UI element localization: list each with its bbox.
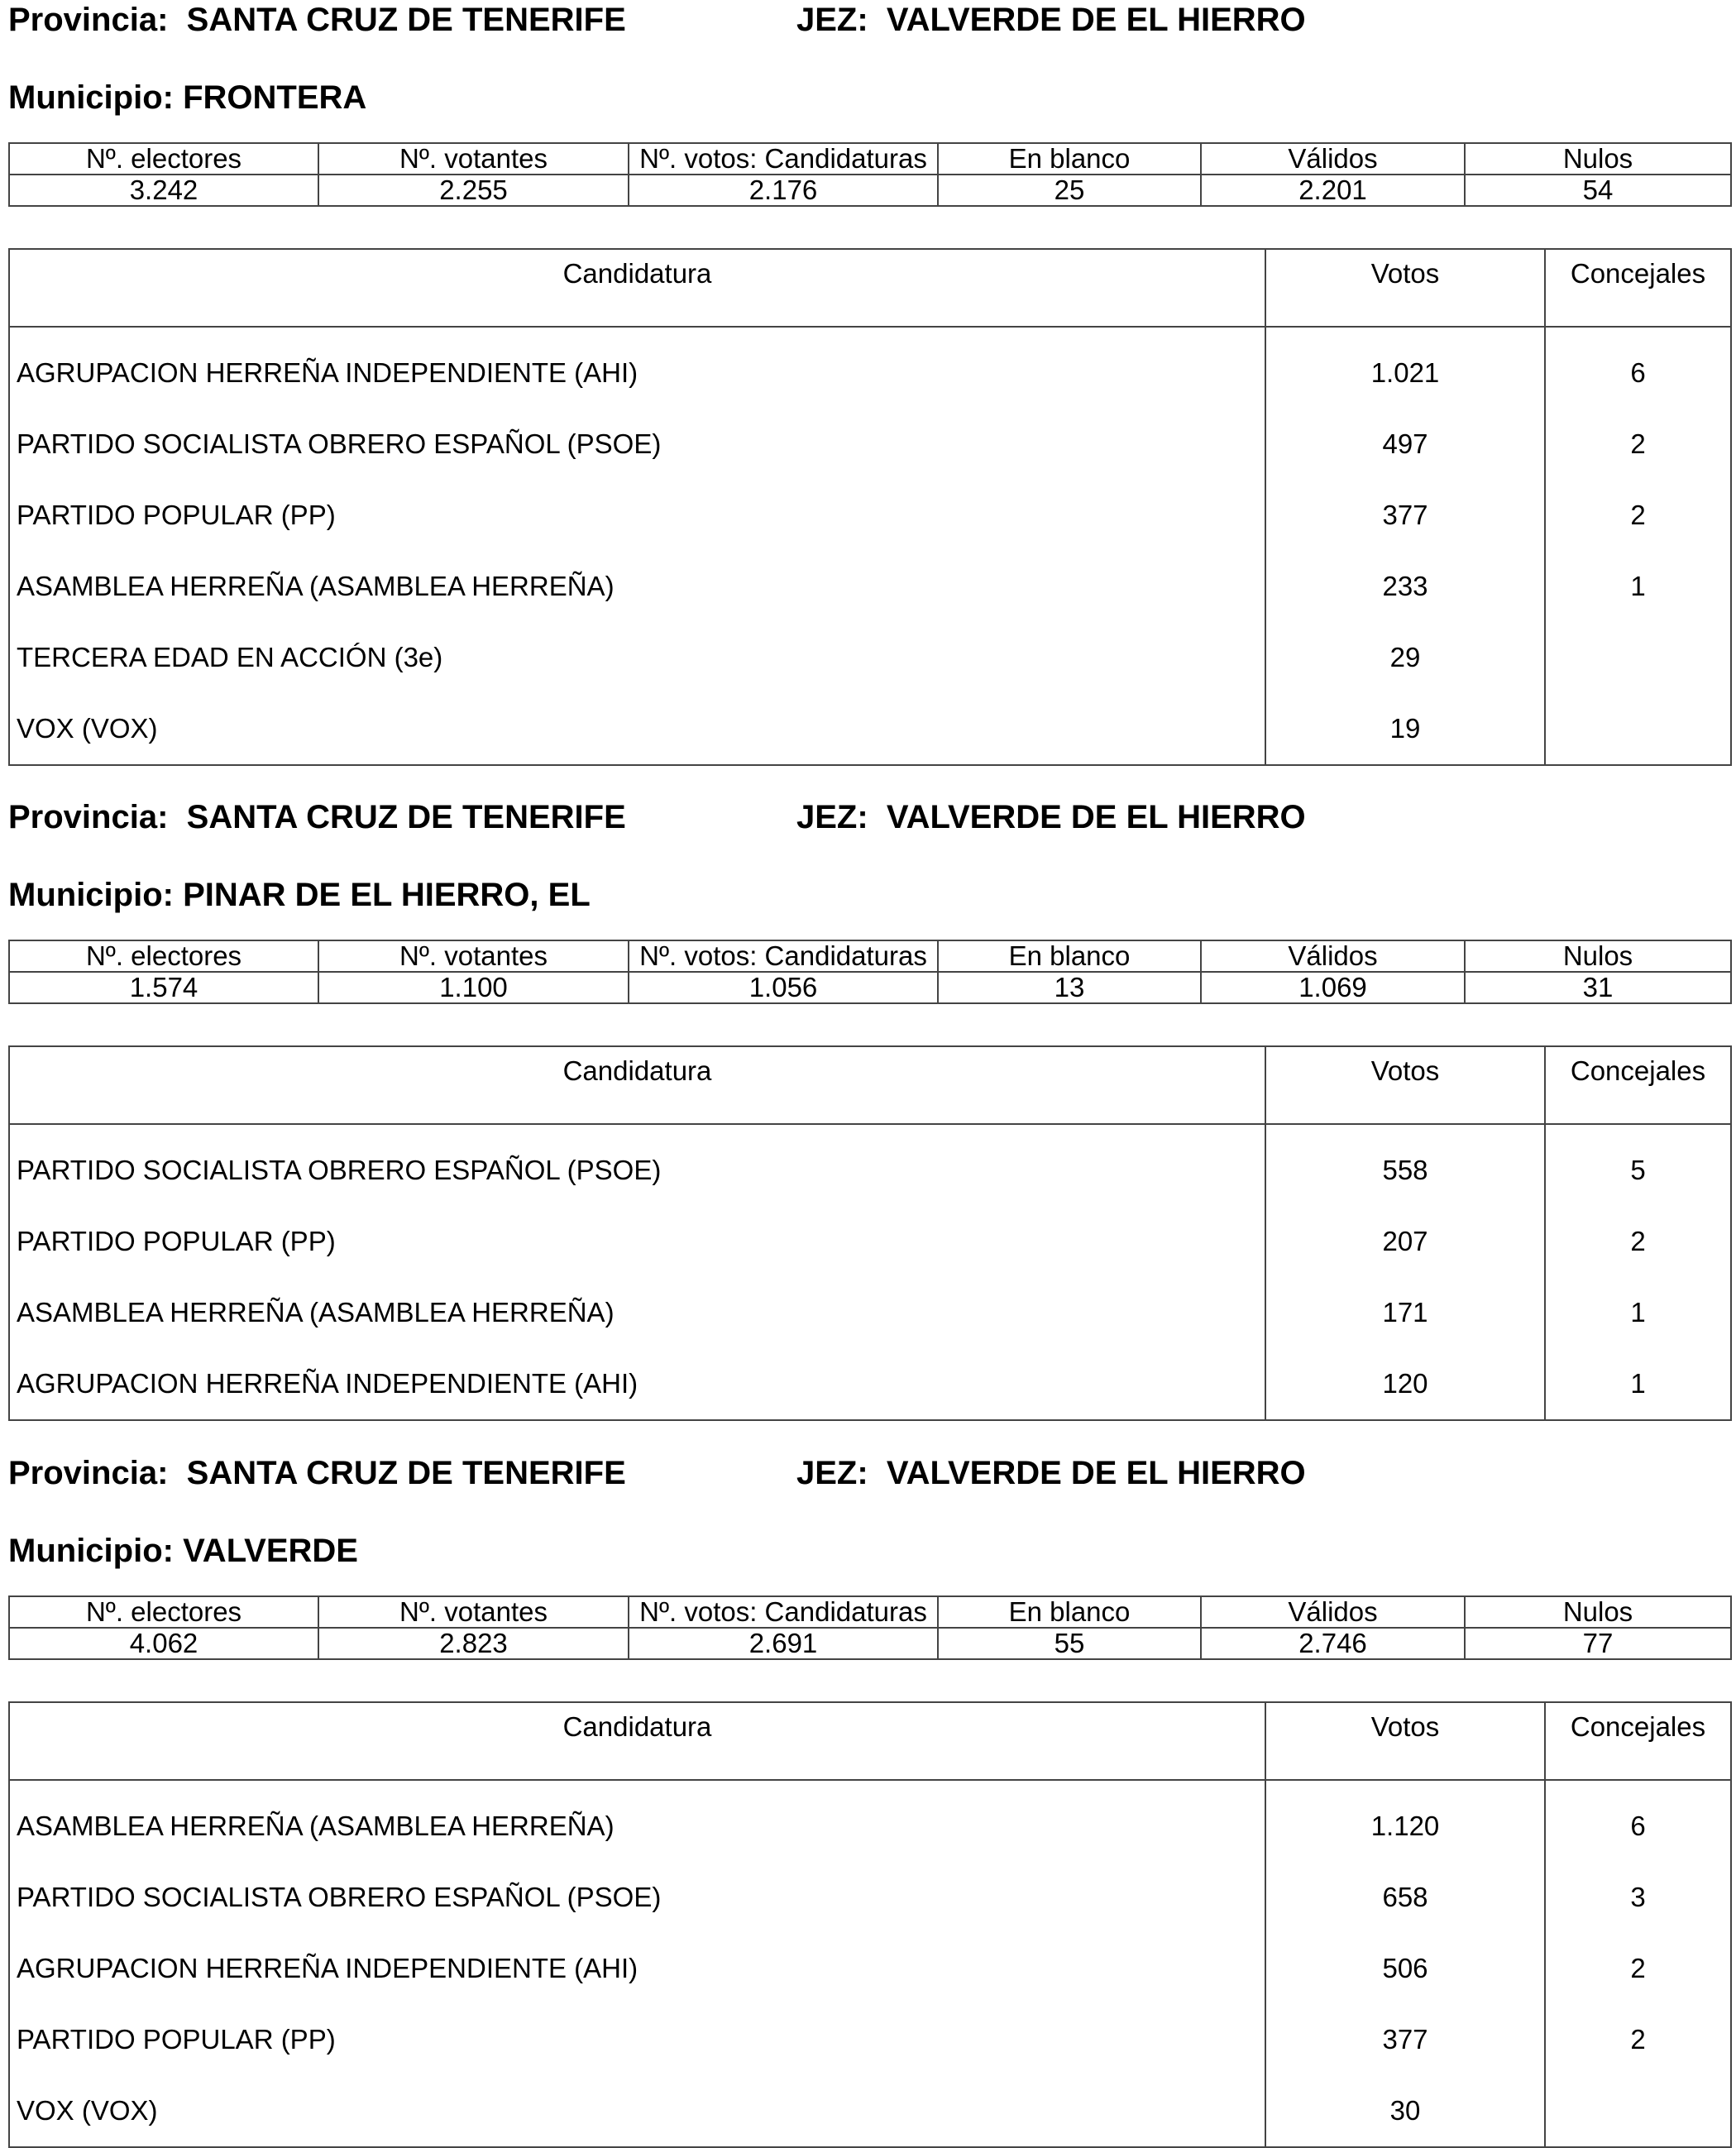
value-validos: 2.201 <box>1201 175 1465 206</box>
party-votos: 1.021 <box>1265 327 1545 409</box>
party-votos: 377 <box>1265 480 1545 551</box>
value-blanco: 55 <box>938 1628 1201 1659</box>
col-blanco: En blanco <box>938 940 1201 972</box>
table-row <box>9 409 1731 480</box>
summary-header-row <box>9 1596 1731 1628</box>
col-votantes: Nº. votantes <box>318 143 629 175</box>
party-concejales <box>1545 693 1731 765</box>
jez-value: VALVERDE DE EL HIERRO <box>886 2 1306 38</box>
results-table <box>8 1045 1732 1421</box>
party-votos: 506 <box>1265 1933 1545 2004</box>
summary-value-row <box>9 175 1731 206</box>
provincia-label: Provincia: <box>8 2 169 38</box>
col-candidaturas: Nº. votos: Candidaturas <box>629 143 938 175</box>
results-table <box>8 248 1732 766</box>
summary-table <box>8 1595 1732 1660</box>
value-candidaturas: 1.056 <box>629 972 938 1003</box>
summary-value-row <box>9 972 1731 1003</box>
party-name: PARTIDO SOCIALISTA OBRERO ESPAÑOL (PSOE) <box>9 409 1265 480</box>
col-candidatura: Candidatura <box>9 249 1265 327</box>
col-concejales: Concejales <box>1545 249 1731 327</box>
party-votos: 497 <box>1265 409 1545 480</box>
party-name: PARTIDO SOCIALISTA OBRERO ESPAÑOL (PSOE) <box>9 1862 1265 1933</box>
party-votos: 207 <box>1265 1206 1545 1277</box>
value-votantes: 2.255 <box>318 175 629 206</box>
jez-heading <box>796 797 1306 837</box>
party-name: PARTIDO SOCIALISTA OBRERO ESPAÑOL (PSOE) <box>9 1124 1265 1206</box>
party-votos: 19 <box>1265 693 1545 765</box>
col-concejales: Concejales <box>1545 1702 1731 1780</box>
value-candidaturas: 2.691 <box>629 1628 938 1659</box>
party-name: TERCERA EDAD EN ACCIÓN (3e) <box>9 622 1265 693</box>
value-validos: 1.069 <box>1201 972 1465 1003</box>
table-row <box>9 1348 1731 1420</box>
value-nulos: 77 <box>1465 1628 1731 1659</box>
col-votantes: Nº. votantes <box>318 1596 629 1628</box>
party-name: AGRUPACION HERREÑA INDEPENDIENTE (AHI) <box>9 1933 1265 2004</box>
col-nulos: Nulos <box>1465 940 1731 972</box>
col-candidatura: Candidatura <box>9 1046 1265 1124</box>
party-concejales: 6 <box>1545 1780 1731 1862</box>
results-header-row <box>9 1046 1731 1124</box>
party-votos: 1.120 <box>1265 1780 1545 1862</box>
results-table <box>8 1701 1732 2148</box>
col-concejales: Concejales <box>1545 1046 1731 1124</box>
table-row <box>9 693 1731 765</box>
municipio-heading <box>8 1531 358 1571</box>
party-name: VOX (VOX) <box>9 693 1265 765</box>
value-votantes: 2.823 <box>318 1628 629 1659</box>
col-candidaturas: Nº. votos: Candidaturas <box>629 1596 938 1628</box>
party-votos: 658 <box>1265 1862 1545 1933</box>
value-votantes: 1.100 <box>318 972 629 1003</box>
party-votos: 171 <box>1265 1277 1545 1348</box>
municipio-value: FRONTERA <box>183 79 367 116</box>
summary-header-row <box>9 940 1731 972</box>
col-votos: Votos <box>1265 1702 1545 1780</box>
municipio-label: Municipio: <box>8 79 174 116</box>
value-nulos: 54 <box>1465 175 1731 206</box>
party-concejales: 2 <box>1545 409 1731 480</box>
party-votos: 558 <box>1265 1124 1545 1206</box>
value-validos: 2.746 <box>1201 1628 1465 1659</box>
col-votos: Votos <box>1265 249 1545 327</box>
col-votantes: Nº. votantes <box>318 940 629 972</box>
provincia-label: Provincia: <box>8 799 169 835</box>
jez-label: JEZ: <box>796 1455 868 1491</box>
provincia-value: SANTA CRUZ DE TENERIFE <box>186 799 626 835</box>
party-votos: 29 <box>1265 622 1545 693</box>
table-row <box>9 1933 1731 2004</box>
col-electores: Nº. electores <box>9 940 318 972</box>
results-header-row <box>9 1702 1731 1780</box>
col-electores: Nº. electores <box>9 1596 318 1628</box>
col-validos: Válidos <box>1201 143 1465 175</box>
col-nulos: Nulos <box>1465 1596 1731 1628</box>
col-electores: Nº. electores <box>9 143 318 175</box>
summary-value-row <box>9 1628 1731 1659</box>
party-concejales: 2 <box>1545 480 1731 551</box>
table-row <box>9 2075 1731 2147</box>
party-name: AGRUPACION HERREÑA INDEPENDIENTE (AHI) <box>9 1348 1265 1420</box>
jez-heading <box>796 1453 1306 1493</box>
party-concejales: 5 <box>1545 1124 1731 1206</box>
provincia-value: SANTA CRUZ DE TENERIFE <box>186 1455 626 1491</box>
party-concejales: 1 <box>1545 1277 1731 1348</box>
jez-value: VALVERDE DE EL HIERRO <box>886 1455 1306 1491</box>
municipio-heading <box>8 875 591 915</box>
party-concejales: 1 <box>1545 1348 1731 1420</box>
col-nulos: Nulos <box>1465 143 1731 175</box>
party-concejales: 3 <box>1545 1862 1731 1933</box>
value-electores: 4.062 <box>9 1628 318 1659</box>
table-row <box>9 1862 1731 1933</box>
summary-header-row <box>9 143 1731 175</box>
party-name: PARTIDO POPULAR (PP) <box>9 480 1265 551</box>
provincia-heading <box>8 0 626 40</box>
table-row <box>9 327 1731 409</box>
party-name: PARTIDO POPULAR (PP) <box>9 1206 1265 1277</box>
table-row <box>9 551 1731 622</box>
party-votos: 120 <box>1265 1348 1545 1420</box>
table-row <box>9 2004 1731 2075</box>
party-votos: 30 <box>1265 2075 1545 2147</box>
municipio-heading <box>8 78 366 117</box>
party-concejales: 1 <box>1545 551 1731 622</box>
provincia-heading <box>8 797 626 837</box>
value-electores: 1.574 <box>9 972 318 1003</box>
col-blanco: En blanco <box>938 143 1201 175</box>
col-candidaturas: Nº. votos: Candidaturas <box>629 940 938 972</box>
value-electores: 3.242 <box>9 175 318 206</box>
party-concejales: 2 <box>1545 2004 1731 2075</box>
table-row <box>9 1206 1731 1277</box>
summary-table <box>8 142 1732 207</box>
col-validos: Válidos <box>1201 1596 1465 1628</box>
party-concejales: 6 <box>1545 327 1731 409</box>
col-validos: Válidos <box>1201 940 1465 972</box>
party-concejales <box>1545 2075 1731 2147</box>
party-name: ASAMBLEA HERREÑA (ASAMBLEA HERREÑA) <box>9 551 1265 622</box>
table-row <box>9 1780 1731 1862</box>
jez-value: VALVERDE DE EL HIERRO <box>886 799 1306 835</box>
table-row <box>9 1277 1731 1348</box>
party-concejales: 2 <box>1545 1206 1731 1277</box>
party-name: VOX (VOX) <box>9 2075 1265 2147</box>
provincia-value: SANTA CRUZ DE TENERIFE <box>186 2 626 38</box>
municipio-value: PINAR DE EL HIERRO, EL <box>183 877 591 913</box>
municipio-label: Municipio: <box>8 1533 174 1569</box>
municipio-value: VALVERDE <box>183 1533 358 1569</box>
party-votos: 377 <box>1265 2004 1545 2075</box>
table-row <box>9 1124 1731 1206</box>
jez-label: JEZ: <box>796 2 868 38</box>
jez-heading <box>796 0 1306 40</box>
jez-label: JEZ: <box>796 799 868 835</box>
table-row <box>9 480 1731 551</box>
value-candidaturas: 2.176 <box>629 175 938 206</box>
party-name: ASAMBLEA HERREÑA (ASAMBLEA HERREÑA) <box>9 1277 1265 1348</box>
col-blanco: En blanco <box>938 1596 1201 1628</box>
results-header-row <box>9 249 1731 327</box>
provincia-heading <box>8 1453 626 1493</box>
municipio-label: Municipio: <box>8 877 174 913</box>
party-concejales <box>1545 622 1731 693</box>
party-concejales: 2 <box>1545 1933 1731 2004</box>
table-row <box>9 622 1731 693</box>
party-votos: 233 <box>1265 551 1545 622</box>
party-name: AGRUPACION HERREÑA INDEPENDIENTE (AHI) <box>9 327 1265 409</box>
summary-table <box>8 940 1732 1004</box>
party-name: PARTIDO POPULAR (PP) <box>9 2004 1265 2075</box>
party-name: ASAMBLEA HERREÑA (ASAMBLEA HERREÑA) <box>9 1780 1265 1862</box>
col-votos: Votos <box>1265 1046 1545 1124</box>
value-blanco: 13 <box>938 972 1201 1003</box>
provincia-label: Provincia: <box>8 1455 169 1491</box>
col-candidatura: Candidatura <box>9 1702 1265 1780</box>
value-nulos: 31 <box>1465 972 1731 1003</box>
value-blanco: 25 <box>938 175 1201 206</box>
